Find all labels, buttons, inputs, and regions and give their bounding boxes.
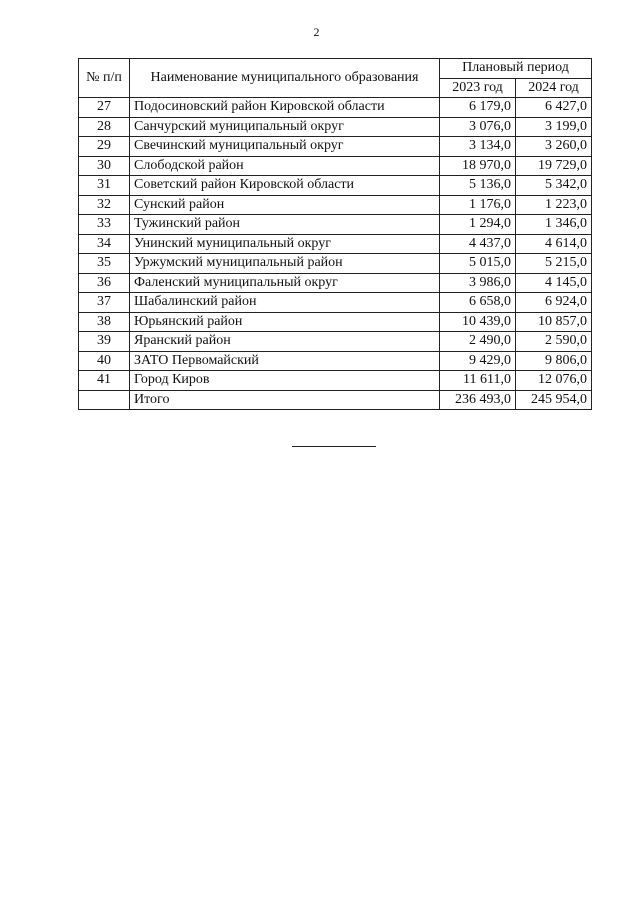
row-name: Яранский район xyxy=(130,332,440,352)
page-number: 2 xyxy=(313,25,320,39)
subsidy-table xyxy=(78,58,592,410)
row-num: 30 xyxy=(79,156,130,176)
table-row xyxy=(79,254,592,274)
row-value-2023: 5 136,0 xyxy=(440,176,516,196)
table-row xyxy=(79,215,592,235)
row-value-2024: 5 342,0 xyxy=(516,176,592,196)
row-name: ЗАТО Первомайский xyxy=(130,351,440,371)
row-name: Санчурский муниципальный округ xyxy=(130,117,440,137)
row-name: Сунский район xyxy=(130,195,440,215)
row-num: 29 xyxy=(79,137,130,157)
row-value-2024: 4 145,0 xyxy=(516,273,592,293)
row-name: Юрьянский район xyxy=(130,312,440,332)
table-row xyxy=(79,137,592,157)
row-num: 39 xyxy=(79,332,130,352)
header-name: Наименование муниципального образования xyxy=(130,59,440,98)
table-row xyxy=(79,351,592,371)
header-year-2024: 2024 год xyxy=(516,78,592,98)
row-value-2024: 1 223,0 xyxy=(516,195,592,215)
header-year-2023: 2023 год xyxy=(440,78,516,98)
row-num: 38 xyxy=(79,312,130,332)
row-num: 33 xyxy=(79,215,130,235)
row-name: Город Киров xyxy=(130,371,440,391)
row-num: 32 xyxy=(79,195,130,215)
row-num: 27 xyxy=(79,98,130,118)
row-value-2024: 9 806,0 xyxy=(516,351,592,371)
row-value-2023: 9 429,0 xyxy=(440,351,516,371)
row-value-2024: 2 590,0 xyxy=(516,332,592,352)
header-period: Плановый период xyxy=(440,59,592,79)
row-value-2023: 3 076,0 xyxy=(440,117,516,137)
row-name: Тужинский район xyxy=(130,215,440,235)
row-value-2024: 12 076,0 xyxy=(516,371,592,391)
table-row xyxy=(79,332,592,352)
table-row xyxy=(79,293,592,313)
table-row xyxy=(79,312,592,332)
table-body xyxy=(79,98,592,410)
row-num: 41 xyxy=(79,371,130,391)
header-num: № п/п xyxy=(79,59,130,98)
closing-rule xyxy=(292,446,376,447)
row-value-2023: 18 970,0 xyxy=(440,156,516,176)
row-value-2023: 1 294,0 xyxy=(440,215,516,235)
row-value-2023: 4 437,0 xyxy=(440,234,516,254)
row-value-2023: 6 179,0 xyxy=(440,98,516,118)
row-value-2024: 6 924,0 xyxy=(516,293,592,313)
row-name: Свечинский муниципальный округ xyxy=(130,137,440,157)
row-num xyxy=(79,390,130,410)
row-name: Итого xyxy=(130,390,440,410)
row-value-2023: 236 493,0 xyxy=(440,390,516,410)
row-name: Подосиновский район Кировской области xyxy=(130,98,440,118)
table-row xyxy=(79,195,592,215)
row-value-2023: 3 134,0 xyxy=(440,137,516,157)
row-name: Советский район Кировской области xyxy=(130,176,440,196)
row-value-2024: 245 954,0 xyxy=(516,390,592,410)
table-total-row xyxy=(79,390,592,410)
row-value-2023: 10 439,0 xyxy=(440,312,516,332)
table-header-row xyxy=(79,59,592,79)
row-value-2024: 1 346,0 xyxy=(516,215,592,235)
row-value-2024: 3 260,0 xyxy=(516,137,592,157)
row-value-2023: 5 015,0 xyxy=(440,254,516,274)
row-num: 31 xyxy=(79,176,130,196)
row-num: 35 xyxy=(79,254,130,274)
table-row xyxy=(79,176,592,196)
row-value-2024: 3 199,0 xyxy=(516,117,592,137)
row-value-2023: 1 176,0 xyxy=(440,195,516,215)
row-value-2024: 5 215,0 xyxy=(516,254,592,274)
row-value-2024: 6 427,0 xyxy=(516,98,592,118)
row-num: 40 xyxy=(79,351,130,371)
table-row xyxy=(79,117,592,137)
table-row xyxy=(79,273,592,293)
row-name: Уржумский муниципальный район xyxy=(130,254,440,274)
row-value-2023: 6 658,0 xyxy=(440,293,516,313)
row-name: Шабалинский район xyxy=(130,293,440,313)
row-num: 34 xyxy=(79,234,130,254)
row-name: Фаленский муниципальный округ xyxy=(130,273,440,293)
row-num: 28 xyxy=(79,117,130,137)
row-value-2023: 3 986,0 xyxy=(440,273,516,293)
table-row xyxy=(79,98,592,118)
row-value-2024: 19 729,0 xyxy=(516,156,592,176)
row-num: 37 xyxy=(79,293,130,313)
table-row xyxy=(79,156,592,176)
row-value-2024: 4 614,0 xyxy=(516,234,592,254)
row-value-2023: 2 490,0 xyxy=(440,332,516,352)
row-value-2023: 11 611,0 xyxy=(440,371,516,391)
row-name: Слободской район xyxy=(130,156,440,176)
row-name: Унинский муниципальный округ xyxy=(130,234,440,254)
table-row xyxy=(79,234,592,254)
row-value-2024: 10 857,0 xyxy=(516,312,592,332)
table-row xyxy=(79,371,592,391)
row-num: 36 xyxy=(79,273,130,293)
